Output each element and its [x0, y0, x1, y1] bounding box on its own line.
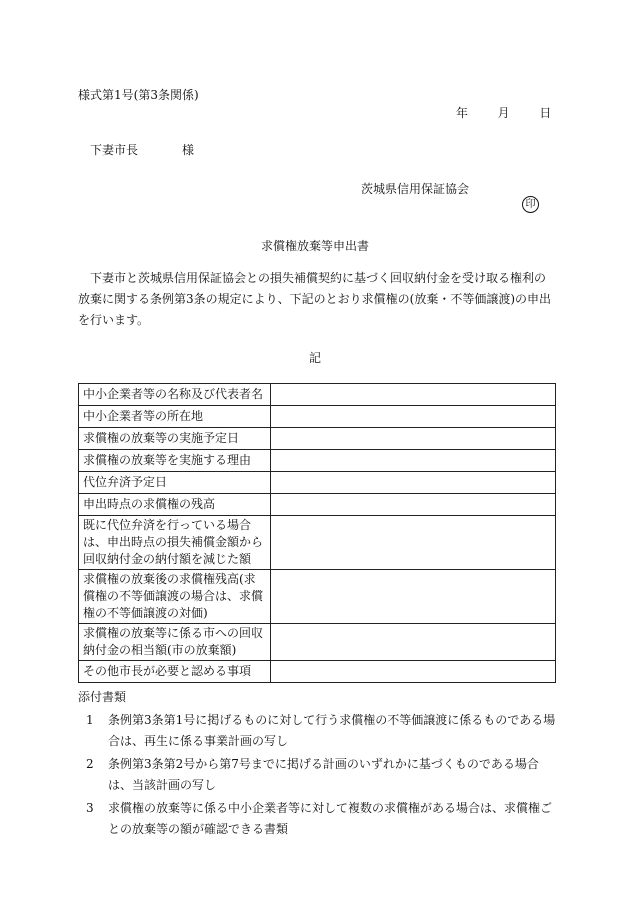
addressee-name: 下妻市長: [90, 143, 139, 157]
table-row: [79, 624, 556, 661]
row-value-field[interactable]: [271, 450, 556, 472]
row-label: 求償権の放棄等の実施予定日: [79, 428, 271, 450]
table-row: [79, 472, 556, 494]
attachment-number: 2: [86, 757, 94, 771]
attachment-text: 求償権の放棄等に係る中小企業者等に対して複数の求償権がある場合は、求償権ごとの放棄等の額が確認できる書類: [108, 801, 553, 836]
table-row: [79, 384, 556, 406]
table-row: [79, 450, 556, 472]
row-value-field[interactable]: [271, 516, 556, 570]
attachment-number: 1: [86, 713, 94, 727]
date-year: 年: [456, 106, 469, 120]
row-label: 中小企業者等の名称及び代表者名: [79, 384, 271, 406]
table-row: [79, 516, 556, 570]
row-label: 申出時点の求償権の残高: [79, 494, 271, 516]
attachments-heading: 添付書類: [78, 690, 127, 704]
request-table: [78, 383, 556, 683]
attachments-list: [86, 710, 562, 842]
addressee: [90, 141, 194, 158]
row-label: その他市長が必要と認める事項: [79, 661, 271, 683]
row-label: 求償権の放棄等を実施する理由: [79, 450, 271, 472]
row-label: 求償権の放棄等に係る市への回収納付金の相当額(市の放棄額): [79, 624, 271, 661]
row-value-field[interactable]: [271, 428, 556, 450]
date-line: [456, 104, 551, 121]
row-value-field[interactable]: [271, 494, 556, 516]
row-label: 中小企業者等の所在地: [79, 406, 271, 428]
ki-label: 記: [308, 351, 321, 365]
form-number: 様式第1号(第3条関係): [78, 88, 199, 102]
row-value-field[interactable]: [271, 661, 556, 683]
row-value-field[interactable]: [271, 624, 556, 661]
row-label: 代位弁済予定日: [79, 472, 271, 494]
date-month: 月: [497, 106, 510, 120]
row-label: 既に代位弁済を行っている場合は、申出時点の損失補償金額から回収納付金の納付額を減じた額: [79, 516, 271, 570]
attachment-text: 条例第3条第2号から第7号までに掲げる計画のいずれかに基づくものである場合は、当該計画の写し: [108, 757, 539, 792]
attachment-number: 3: [86, 801, 94, 815]
table-row: [79, 406, 556, 428]
attachment-item: [86, 710, 562, 752]
row-value-field[interactable]: [271, 472, 556, 494]
date-day: 日: [539, 106, 552, 120]
row-label: 求償権の放棄後の求償権残高(求償権の不等価譲渡の場合は、求償権の不等価譲渡の対価): [79, 570, 271, 624]
table-row: [79, 661, 556, 683]
table-row: [79, 494, 556, 516]
attachment-text: 条例第3条第1号に掲げるものに対して行う求償権の不等価譲渡に係るものである場合は、再生に係る事業計画の写し: [108, 713, 556, 748]
row-value-field[interactable]: [271, 406, 556, 428]
document-title: 求償権放棄等申出書: [260, 239, 369, 253]
row-value-field[interactable]: [271, 384, 556, 406]
body-paragraph: 下妻市と茨城県信用保証協会との損失補償契約に基づく回収納付金を受け取る権利の放棄に関する条例第3条の規定により、下記のとおり求償権の(放棄・不等価譲渡)の申出を行います。: [78, 271, 552, 327]
issuer-name: 茨城県信用保証協会: [361, 182, 470, 196]
attachment-item: [86, 754, 562, 796]
seal-mark: 印: [522, 196, 539, 213]
addressee-honorific: 様: [182, 143, 195, 157]
attachment-item: [86, 798, 562, 840]
table-row: [79, 570, 556, 624]
row-value-field[interactable]: [271, 570, 556, 624]
table-row: [79, 428, 556, 450]
